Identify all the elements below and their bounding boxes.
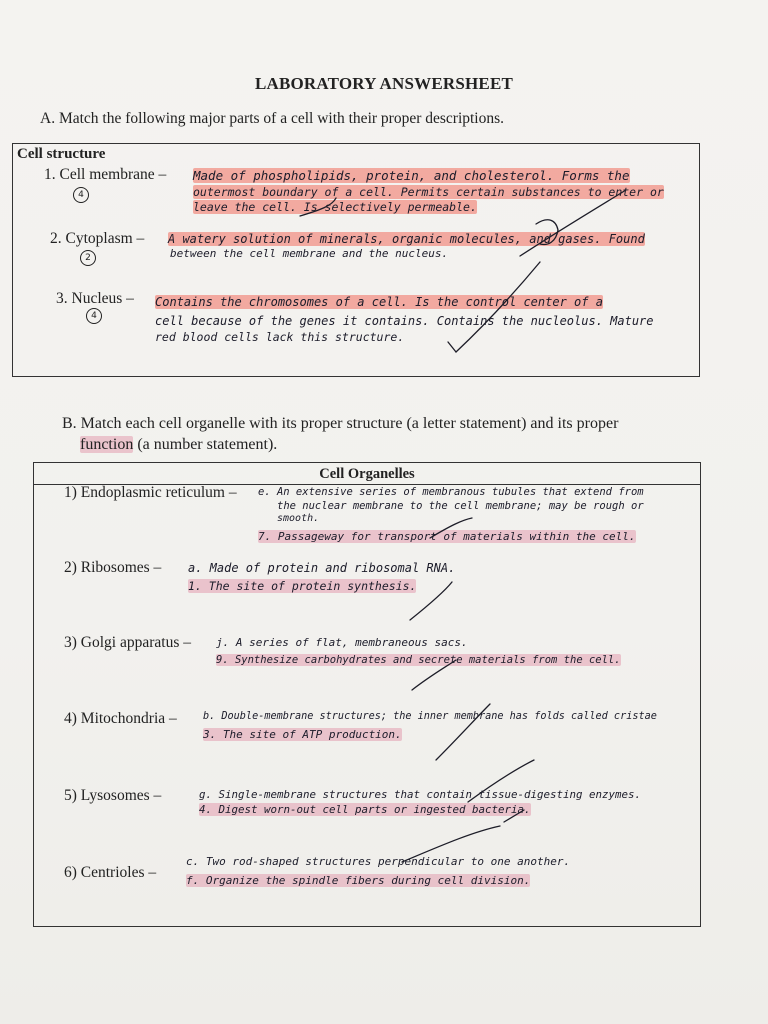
centrioles-label: 6) Centrioles –	[64, 864, 157, 881]
function-highlight: function	[80, 436, 134, 453]
golgi-answer-line: j. A series of flat, membraneous sacs.	[216, 636, 468, 649]
nucleus-answer-line: Contains the chromosomes of a cell. Is the control center of a	[155, 295, 603, 309]
lysosomes-answer-line: g. Single-membrane structures that contain tissue-digesting enzymes.	[199, 788, 642, 801]
cell-membrane-answer-line: leave the cell. Is selectively permeable.	[193, 200, 477, 214]
cell-organelles-heading: Cell Organelles	[319, 466, 415, 482]
ribosomes-answer-line: a. Made of protein and ribosomal RNA.	[188, 561, 456, 575]
nucleus-label: 3. Nucleus –	[56, 290, 134, 307]
er-answer-line: 7. Passageway for transport of materials within the cell.	[258, 530, 636, 543]
cytoplasm-answer-line: between the cell membrane and the nucleus.	[170, 247, 449, 260]
lysosomes-label: 5) Lysosomes –	[64, 787, 162, 804]
er-answer-line: the nuclear membrane to the cell membrane; may be rough or	[277, 500, 644, 512]
mitochondria-label: 4) Mitochondria –	[64, 710, 177, 727]
er-answer-line: e. An extensive series of membranous tubules that extend from	[258, 486, 644, 498]
mitochondria-answer-line: 3. The site of ATP production.	[203, 728, 402, 741]
section-a-instruction: A. Match the following major parts of a cell with their proper descriptions.	[40, 110, 505, 127]
answer-mark-circle: 4	[73, 187, 89, 203]
mitochondria-answer-line: b. Double-membrane structures; the inner membrane has folds called cristae	[203, 711, 657, 722]
answer-mark-circle: 2	[80, 250, 96, 266]
endoplasmic-reticulum-label: 1) Endoplasmic reticulum –	[64, 484, 237, 501]
er-answer-line: smooth.	[277, 513, 320, 524]
centrioles-answer-line: f. Organize the spindle fibers during cell division.	[186, 874, 531, 887]
cell-structure-heading: Cell structure	[17, 146, 106, 162]
cytoplasm-answer-line: A watery solution of minerals, organic molecules, and gases. Found	[168, 232, 645, 246]
ribosomes-label: 2) Ribosomes –	[64, 559, 162, 576]
centrioles-answer-line: c. Two rod-shaped structures perpendicular to one another.	[186, 855, 571, 868]
ribosomes-answer-line: 1. The site of protein synthesis.	[188, 579, 417, 593]
nucleus-answer-line: red blood cells lack this structure.	[155, 330, 405, 344]
cytoplasm-label: 2. Cytoplasm –	[50, 230, 145, 247]
golgi-answer-line: 9. Synthesize carbohydrates and secrete materials from the cell.	[216, 654, 621, 666]
cell-membrane-label: 1. Cell membrane –	[44, 166, 167, 183]
golgi-apparatus-label: 3) Golgi apparatus –	[64, 634, 191, 651]
answer-mark-circle: 4	[86, 308, 102, 324]
cell-membrane-answer-line: outermost boundary of a cell. Permits certain substances to enter or	[193, 185, 664, 199]
page-title: LABORATORY ANSWERSHEET	[254, 74, 514, 93]
cell-membrane-answer-line: Made of phospholipids, protein, and cholesterol. Forms the	[193, 168, 630, 183]
nucleus-answer-line: cell because of the genes it contains. Contains the nucleolus. Mature	[155, 314, 654, 328]
lysosomes-answer-line: 4. Digest worn-out cell parts or ingested bacteria.	[199, 803, 531, 816]
section-b-instruction: B. Match each cell organelle with its proper structure (a letter statement) and its proper function (a number statement).	[62, 415, 619, 453]
